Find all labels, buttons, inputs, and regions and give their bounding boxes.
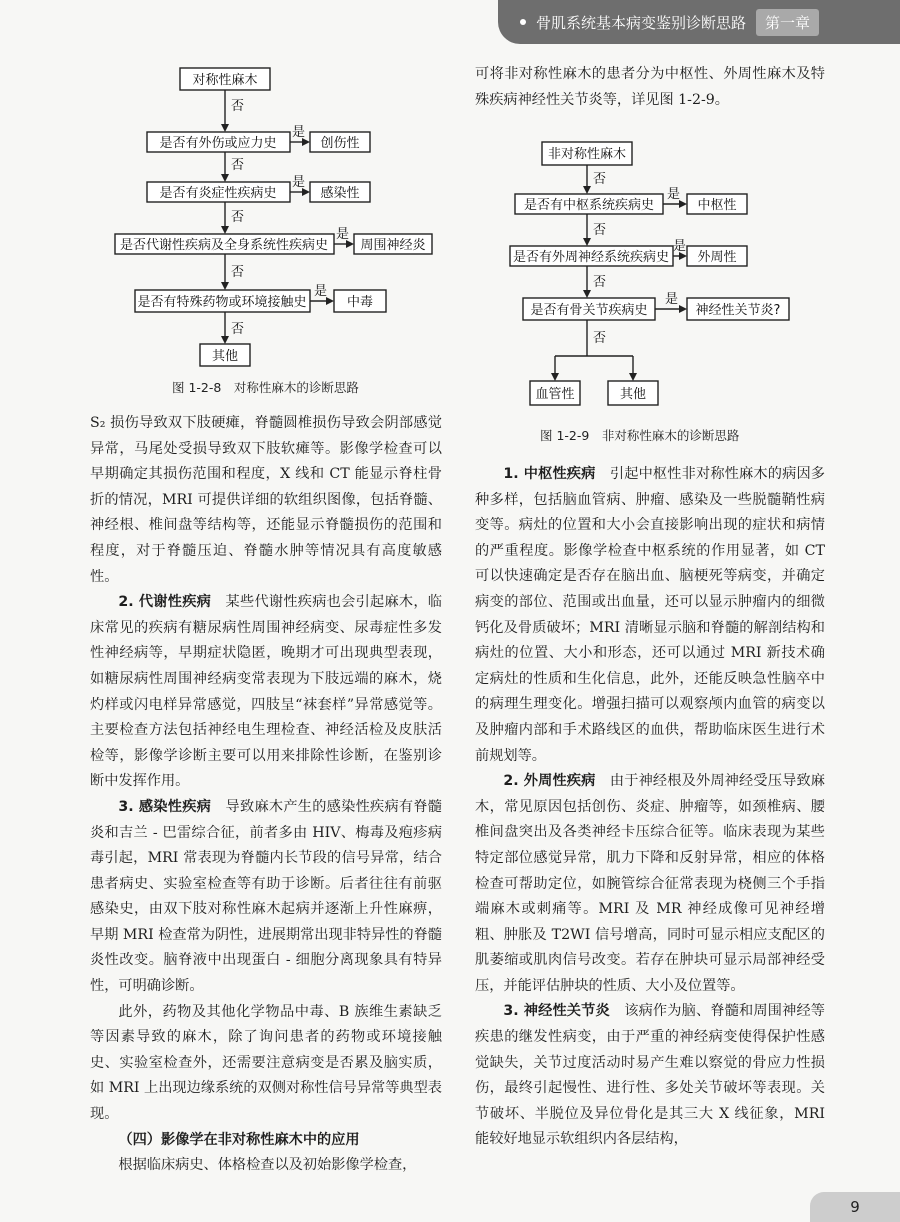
paragraph — [475, 999, 825, 1153]
heading-peripheral: 2. 外周性疾病 — [503, 773, 596, 790]
paragraph: 根据临床病史、体格检查以及初始影像学检查， — [118, 1157, 417, 1174]
chapter-label: 第一章 — [756, 9, 819, 36]
heading-infectious: 3. 感染性疾病 — [118, 798, 212, 815]
running-header-title: 骨肌系统基本病变鉴别诊断思路 — [536, 13, 747, 32]
paragraph — [90, 590, 442, 795]
no-label: 否 — [231, 322, 245, 337]
figure-caption-1-2-9: 图 1-2-9 非对称性麻木的诊断思路 — [540, 428, 740, 443]
heading-neuropathic-arthropathy: 3. 神经性关节炎 — [503, 1003, 610, 1020]
node-label: 是否有中枢系统疾病史 — [523, 198, 655, 213]
heading-central: 1. 中枢性疾病 — [503, 466, 596, 482]
paragraph: 可将非对称性麻木的患者分为中枢性、外周性麻木及特殊疾病神经性关节炎等，详见图 1-2-9。 — [475, 66, 825, 108]
no-label: 否 — [593, 172, 607, 187]
node-label: 中毒 — [346, 295, 374, 310]
no-label: 否 — [593, 331, 607, 346]
no-label: 否 — [231, 158, 245, 173]
paragraph — [90, 795, 442, 1000]
node-label: 是否有骨关节疾病史 — [530, 303, 648, 318]
node-label: 外周性 — [697, 250, 737, 265]
right-column-top — [475, 62, 825, 113]
yes-label: 是 — [314, 284, 328, 299]
no-label: 否 — [593, 223, 607, 238]
yes-label: 是 — [292, 175, 306, 190]
section-heading: （四）影像学在非对称性麻木中的应用 — [118, 1131, 360, 1148]
yes-label: 是 — [673, 239, 687, 254]
node-label: 是否有外伤或应力史 — [159, 136, 277, 151]
node-label: 血管性 — [535, 387, 575, 402]
yes-label: 是 — [665, 292, 679, 307]
left-column — [90, 411, 442, 1179]
running-header — [498, 0, 900, 44]
yes-label: 是 — [667, 187, 681, 202]
yes-label: 是 — [292, 125, 306, 140]
flowchart-fig-1-2-8 — [105, 58, 435, 378]
paragraph-text: 引起中枢性非对称性麻木的病因多种多样，包括脑血管病、肿瘤、感染及一些脱髓鞘性病变等。病灶的位置和大小会直接影响出现的症状和病情的严重程度。影像学检查中枢系统的作用显著，如 CT 可以快速确定是否存在脑出血、脑梗死等病变，并确定病变的部位、范围或出血量，还可以显示肿瘤内的细微钙化及骨质破坏；MRI 清晰显示脑和脊髓的解剖结构和病灶的位置、大小和形态，还可以通过 MRI 新技术确定病灶的性质和生化信息，此外，还能反映急性脑卒中的病理生理变化。增强扫描可以观察颅内血管的病变以及肿瘤内部和手术路线区的血供，帮助临床医生进行术前规划等。 — [475, 466, 825, 764]
paragraph-text: 该病作为脑、脊髓和周围神经等疾患的继发性病变，由于严重的神经病变使得保护性感觉缺失，关节过度活动时易产生难以察觉的骨应力性损伤，最终引起慢性、进行性、多处关节破坏等表现。关节破坏、半脱位及异位骨化是其三大 X 线征象，MRI 能较好地显示软组织内各层结构， — [475, 1003, 825, 1148]
flowchart-fig-1-2-9 — [505, 130, 815, 415]
figure-caption-1-2-8: 图 1-2-8 对称性麻木的诊断思路 — [172, 380, 359, 395]
flowchart-svg — [505, 130, 815, 415]
node-label: 中枢性 — [697, 198, 737, 213]
node-label: 非对称性麻木 — [547, 147, 627, 162]
node-label: 是否代谢性疾病及全身系统性疾病史 — [119, 238, 329, 253]
node-label: 其他 — [211, 349, 239, 364]
yes-label: 是 — [336, 227, 350, 242]
flowchart-svg — [105, 58, 435, 378]
paragraph-text: 由于神经根及外周神经受压导致麻木，常见原因包括创伤、炎症、肿瘤等，如颈椎病、腰椎间盘突出及各类神经卡压综合征等。临床表现为某些特定部位感觉异常，肌力下降和反射异常，相应的体格检查可帮助定位，如腕管综合征常表现为桡侧三个手指端麻木或刺痛等。MRI 及 MR 神经成像可见神经增粗、肿胀及 T2WI 信号增高，同时可显示相应支配区的肌萎缩或肌肉信号改变。若存在肿块可显示局部神经受压，并能评估肿块的性质、大小及位置等。 — [475, 773, 825, 994]
node-label: 是否有特殊药物或环境接触史 — [137, 295, 307, 310]
paragraph — [475, 462, 825, 769]
bullet-icon — [520, 19, 526, 25]
paragraph: S₂ 损伤导致双下肢硬瘫，脊髓圆椎损伤导致会阴部感觉异常，马尾处受损导致双下肢软瘫等。影像学检查可以早期确定其损伤范围和程度，X 线和 CT 能显示脊柱骨折的情况，MRI 可提供详细的软组织图像，包括脊髓、神经根、椎间盘等结构等，还能显示脊髓损伤的范围和程度，对于脊髓压迫、脊髓水肿等情况具有高度敏感性。 — [90, 415, 442, 585]
paragraph-text: 某些代谢性疾病也会引起麻木，临床常见的疾病有糖尿病性周围神经病变、尿毒症性多发性神经病等，早期症状隐匿，晚期才可出现典型表现，如糖尿病性周围神经病变常表现为下肢远端的麻木，烧灼样或闪电样异常感觉，四肢呈“袜套样”异常感觉等。主要检查方法包括神经电生理检查、神经活检及皮肤活检等，影像学诊断主要可以用来排除性诊断，在鉴别诊断中发挥作用。 — [90, 594, 442, 790]
node-label: 是否有外周神经系统疾病史 — [512, 250, 670, 265]
node-label: 感染性 — [320, 186, 360, 201]
paragraph — [475, 769, 825, 999]
no-label: 否 — [231, 99, 245, 114]
node-label: 是否有炎症性疾病史 — [159, 186, 277, 201]
no-label: 否 — [231, 265, 245, 280]
node-label: 对称性麻木 — [192, 73, 258, 88]
node-label: 创伤性 — [320, 136, 360, 151]
node-label: 神经性关节炎? — [695, 303, 781, 318]
node-label: 周围神经炎 — [360, 238, 426, 253]
paragraph-text: 导致麻木产生的感染性疾病有脊髓炎和吉兰 - 巴雷综合征，前者多由 HIV、梅毒及疱疹病毒引起，MRI 常表现为脊髓内长节段的信号异常，结合患者病史、实验室检查等有助于诊断。后者往往有前驱感染史，由双下肢对称性麻木起病并逐渐上升性麻痹，早期 MRI 检查常为阴性，进展期常出现非特异性的脊髓炎性改变。脑脊液中出现蛋白 - 细胞分离现象具有特异性，可明确诊断。 — [90, 798, 442, 995]
heading-metabolic: 2. 代谢性疾病 — [118, 594, 212, 611]
node-label: 其他 — [619, 387, 647, 402]
page-number: 9 — [810, 1192, 900, 1222]
no-label: 否 — [231, 210, 245, 225]
paragraph: 此外，药物及其他化学物品中毒、B 族维生素缺乏等因素导致的麻木，除了询问患者的药物或环境接触史、实验室检查外，还需要注意病变是否累及脑实质，如 MRI 上出现边缘系统的双侧对称性信号异常等典型表现。 — [90, 1003, 442, 1123]
right-column — [475, 462, 825, 1153]
no-label: 否 — [593, 275, 607, 290]
